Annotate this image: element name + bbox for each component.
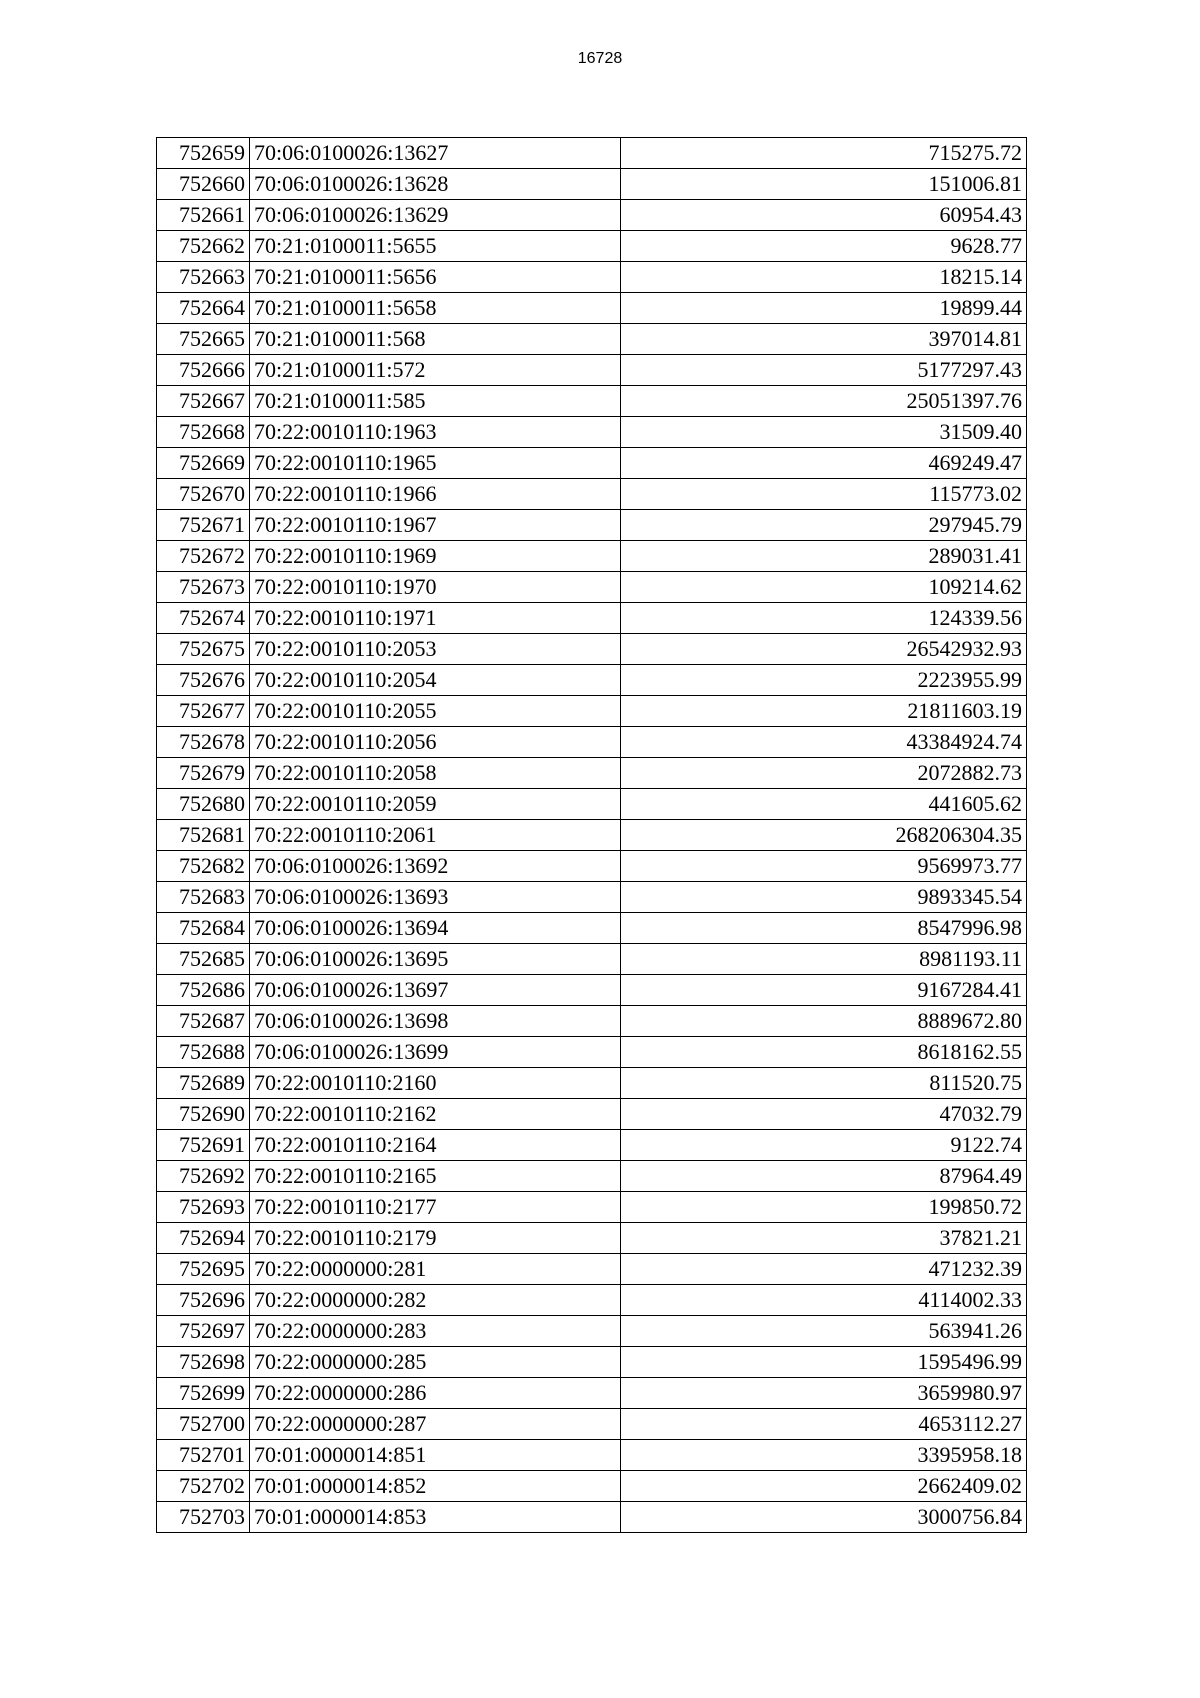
value-cell: 115773.02 [621,479,1027,510]
row-number-cell: 752679 [157,758,250,789]
value-cell: 563941.26 [621,1316,1027,1347]
cadastral-number-cell: 70:06:0100026:13627 [250,138,621,169]
cadastral-number-cell: 70:22:0000000:286 [250,1378,621,1409]
value-cell: 47032.79 [621,1099,1027,1130]
table-row [157,882,1027,913]
value-cell: 289031.41 [621,541,1027,572]
row-number-cell: 752688 [157,1037,250,1068]
row-number-cell: 752697 [157,1316,250,1347]
cadastral-number-cell: 70:22:0000000:287 [250,1409,621,1440]
value-cell: 4114002.33 [621,1285,1027,1316]
value-cell: 3395958.18 [621,1440,1027,1471]
cadastral-number-cell: 70:06:0100026:13697 [250,975,621,1006]
row-number-cell: 752673 [157,572,250,603]
value-cell: 268206304.35 [621,820,1027,851]
value-cell: 9569973.77 [621,851,1027,882]
cadastral-number-cell: 70:22:0010110:2061 [250,820,621,851]
row-number-cell: 752700 [157,1409,250,1440]
cadastral-number-cell: 70:22:0010110:2179 [250,1223,621,1254]
value-cell: 31509.40 [621,417,1027,448]
table-row [157,789,1027,820]
row-number-cell: 752695 [157,1254,250,1285]
table-row [157,820,1027,851]
row-number-cell: 752683 [157,882,250,913]
value-cell: 471232.39 [621,1254,1027,1285]
cadastral-number-cell: 70:21:0100011:572 [250,355,621,386]
cadastral-number-cell: 70:22:0010110:2160 [250,1068,621,1099]
table-row [157,975,1027,1006]
row-number-cell: 752664 [157,293,250,324]
table-row [157,417,1027,448]
row-number-cell: 752660 [157,169,250,200]
cadastral-number-cell: 70:21:0100011:5658 [250,293,621,324]
cadastral-number-cell: 70:22:0010110:2055 [250,696,621,727]
row-number-cell: 752678 [157,727,250,758]
value-cell: 4653112.27 [621,1409,1027,1440]
cadastral-number-cell: 70:01:0000014:851 [250,1440,621,1471]
value-cell: 124339.56 [621,603,1027,634]
cadastral-number-cell: 70:22:0010110:2053 [250,634,621,665]
cadastral-number-cell: 70:01:0000014:853 [250,1502,621,1533]
table-row [157,1161,1027,1192]
cadastral-number-cell: 70:06:0100026:13693 [250,882,621,913]
value-cell: 8547996.98 [621,913,1027,944]
table-row [157,944,1027,975]
row-number-cell: 752701 [157,1440,250,1471]
cadastral-number-cell: 70:22:0010110:2177 [250,1192,621,1223]
row-number-cell: 752698 [157,1347,250,1378]
table-row [157,541,1027,572]
table-row [157,386,1027,417]
table-row [157,758,1027,789]
table-row [157,293,1027,324]
cadastral-number-cell: 70:22:0010110:2059 [250,789,621,820]
value-cell: 2662409.02 [621,1471,1027,1502]
table-row [157,665,1027,696]
cadastral-number-cell: 70:06:0100026:13699 [250,1037,621,1068]
table-row [157,1254,1027,1285]
value-cell: 8889672.80 [621,1006,1027,1037]
table-row [157,696,1027,727]
cadastral-number-cell: 70:06:0100026:13692 [250,851,621,882]
value-cell: 811520.75 [621,1068,1027,1099]
value-cell: 8981193.11 [621,944,1027,975]
value-cell: 9167284.41 [621,975,1027,1006]
value-cell: 21811603.19 [621,696,1027,727]
table-row [157,1347,1027,1378]
cadastral-number-cell: 70:22:0010110:2056 [250,727,621,758]
cadastral-number-cell: 70:01:0000014:852 [250,1471,621,1502]
row-number-cell: 752676 [157,665,250,696]
row-number-cell: 752690 [157,1099,250,1130]
cadastral-number-cell: 70:22:0010110:1963 [250,417,621,448]
row-number-cell: 752686 [157,975,250,1006]
cadastral-number-cell: 70:22:0010110:1965 [250,448,621,479]
table-row [157,231,1027,262]
value-cell: 2223955.99 [621,665,1027,696]
table-row [157,1130,1027,1161]
value-cell: 5177297.43 [621,355,1027,386]
value-cell: 8618162.55 [621,1037,1027,1068]
table-row [157,138,1027,169]
value-cell: 151006.81 [621,169,1027,200]
cadastral-number-cell: 70:22:0010110:1971 [250,603,621,634]
table-row [157,1068,1027,1099]
cadastral-number-cell: 70:06:0100026:13629 [250,200,621,231]
cadastral-number-cell: 70:21:0100011:5656 [250,262,621,293]
row-number-cell: 752699 [157,1378,250,1409]
row-number-cell: 752662 [157,231,250,262]
cadastral-number-cell: 70:22:0010110:1969 [250,541,621,572]
row-number-cell: 752675 [157,634,250,665]
cadastral-number-cell: 70:22:0010110:2164 [250,1130,621,1161]
table-row [157,1316,1027,1347]
value-cell: 60954.43 [621,200,1027,231]
table-row [157,200,1027,231]
cadastral-number-cell: 70:22:0000000:281 [250,1254,621,1285]
table-row [157,603,1027,634]
table-row [157,510,1027,541]
value-cell: 441605.62 [621,789,1027,820]
value-cell: 3000756.84 [621,1502,1027,1533]
data-table [156,137,1027,1533]
row-number-cell: 752681 [157,820,250,851]
row-number-cell: 752692 [157,1161,250,1192]
table-body [157,138,1027,1533]
cadastral-number-cell: 70:21:0100011:585 [250,386,621,417]
cadastral-number-cell: 70:22:0010110:1970 [250,572,621,603]
cadastral-number-cell: 70:22:0010110:1967 [250,510,621,541]
value-cell: 26542932.93 [621,634,1027,665]
cadastral-number-cell: 70:22:0010110:1966 [250,479,621,510]
table-row [157,262,1027,293]
value-cell: 43384924.74 [621,727,1027,758]
cadastral-number-cell: 70:06:0100026:13628 [250,169,621,200]
row-number-cell: 752671 [157,510,250,541]
value-cell: 1595496.99 [621,1347,1027,1378]
value-cell: 109214.62 [621,572,1027,603]
row-number-cell: 752661 [157,200,250,231]
table-row [157,1192,1027,1223]
row-number-cell: 752667 [157,386,250,417]
value-cell: 18215.14 [621,262,1027,293]
cadastral-number-cell: 70:22:0000000:285 [250,1347,621,1378]
cadastral-number-cell: 70:22:0000000:282 [250,1285,621,1316]
page-number: 16728 [577,50,623,67]
table-row [157,572,1027,603]
table-row [157,1502,1027,1533]
row-number-cell: 752687 [157,1006,250,1037]
value-cell: 715275.72 [621,138,1027,169]
value-cell: 297945.79 [621,510,1027,541]
row-number-cell: 752694 [157,1223,250,1254]
row-number-cell: 752674 [157,603,250,634]
cadastral-number-cell: 70:06:0100026:13695 [250,944,621,975]
cadastral-number-cell: 70:22:0000000:283 [250,1316,621,1347]
table-row [157,727,1027,758]
table-row [157,1223,1027,1254]
value-cell: 199850.72 [621,1192,1027,1223]
table-row [157,1006,1027,1037]
row-number-cell: 752689 [157,1068,250,1099]
value-cell: 469249.47 [621,448,1027,479]
value-cell: 3659980.97 [621,1378,1027,1409]
value-cell: 19899.44 [621,293,1027,324]
table-row [157,1440,1027,1471]
row-number-cell: 752670 [157,479,250,510]
row-number-cell: 752668 [157,417,250,448]
table-row [157,851,1027,882]
row-number-cell: 752680 [157,789,250,820]
row-number-cell: 752665 [157,324,250,355]
row-number-cell: 752684 [157,913,250,944]
table-row [157,169,1027,200]
cadastral-number-cell: 70:21:0100011:5655 [250,231,621,262]
table-row [157,479,1027,510]
cadastral-number-cell: 70:06:0100026:13698 [250,1006,621,1037]
cadastral-number-cell: 70:22:0010110:2058 [250,758,621,789]
cadastral-number-cell: 70:22:0010110:2054 [250,665,621,696]
table-row [157,324,1027,355]
value-cell: 87964.49 [621,1161,1027,1192]
value-cell: 25051397.76 [621,386,1027,417]
table-row [157,634,1027,665]
value-cell: 2072882.73 [621,758,1027,789]
table-row [157,1285,1027,1316]
value-cell: 9122.74 [621,1130,1027,1161]
value-cell: 37821.21 [621,1223,1027,1254]
cadastral-number-cell: 70:21:0100011:568 [250,324,621,355]
row-number-cell: 752696 [157,1285,250,1316]
row-number-cell: 752677 [157,696,250,727]
value-cell: 9893345.54 [621,882,1027,913]
row-number-cell: 752685 [157,944,250,975]
row-number-cell: 752669 [157,448,250,479]
table-row [157,1099,1027,1130]
table-row [157,355,1027,386]
row-number-cell: 752703 [157,1502,250,1533]
value-cell: 397014.81 [621,324,1027,355]
table-row [157,1378,1027,1409]
row-number-cell: 752663 [157,262,250,293]
cadastral-number-cell: 70:22:0010110:2165 [250,1161,621,1192]
row-number-cell: 752666 [157,355,250,386]
row-number-cell: 752691 [157,1130,250,1161]
table-row [157,913,1027,944]
table-row [157,448,1027,479]
data-table-container [156,137,1027,1533]
row-number-cell: 752693 [157,1192,250,1223]
cadastral-number-cell: 70:06:0100026:13694 [250,913,621,944]
value-cell: 9628.77 [621,231,1027,262]
row-number-cell: 752682 [157,851,250,882]
row-number-cell: 752702 [157,1471,250,1502]
row-number-cell: 752659 [157,138,250,169]
table-row [157,1037,1027,1068]
table-row [157,1409,1027,1440]
table-row [157,1471,1027,1502]
row-number-cell: 752672 [157,541,250,572]
cadastral-number-cell: 70:22:0010110:2162 [250,1099,621,1130]
